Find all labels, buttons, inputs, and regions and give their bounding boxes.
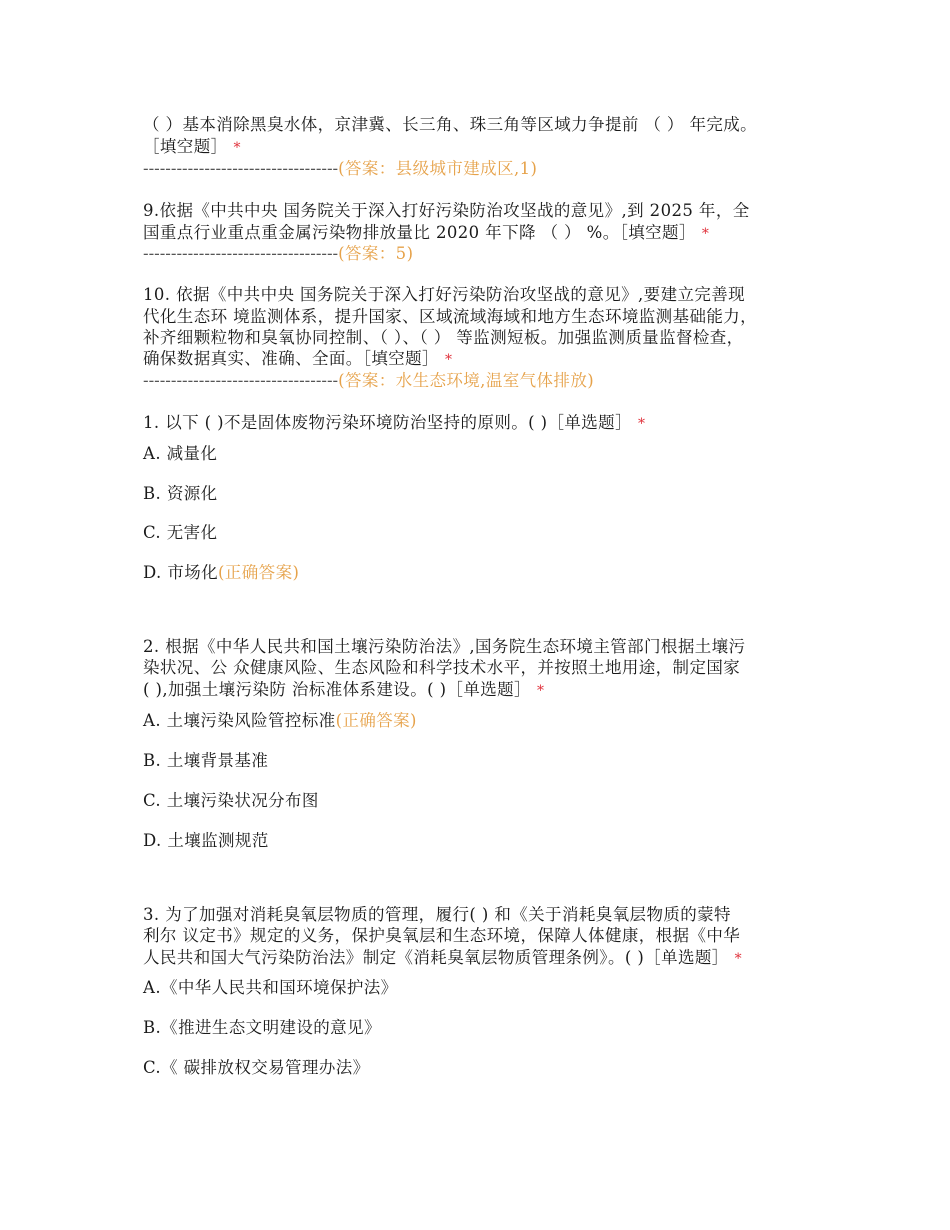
required-star: *: [444, 352, 453, 368]
answer-dashes: -----------------------------------: [143, 371, 339, 390]
fill-q10-line-1: 10. 依据《中共中央 国务院关于深入打好污染防治攻坚战的意见》,要建立完善现: [143, 285, 746, 304]
choice-q3-option-c[interactable]: C.《 碳排放权交易管理办法》: [143, 1058, 370, 1077]
choice-q3-option-b[interactable]: B.《推进生态文明建设的意见》: [143, 1018, 381, 1037]
required-star: *: [734, 951, 743, 967]
choice-q2-stem-line-1: 2. 根据《中华人民共和国土壤污染防治法》,国务院生态环境主管部门根据土壤污: [143, 637, 746, 656]
required-star: *: [233, 140, 241, 156]
fill-q10-answer-line: [143, 370, 594, 392]
choice-q2-option-a[interactable]: A. 土壤污染风险管控标准(正确答案): [143, 711, 417, 730]
choice-q3-stem-line-1: 3. 为了加强对消耗臭氧层物质的管理，履行( ) 和《关于消耗臭氧层物质的蒙特: [143, 905, 731, 924]
answer-text: (答案：县级城市建成区,1): [338, 159, 538, 178]
choice-q2-option-d[interactable]: D. 土壤监测规范: [143, 831, 269, 850]
answer-text: (答案：5): [338, 244, 414, 263]
choice-q2-option-b[interactable]: B. 土壤背景基准: [143, 751, 269, 770]
fill-q9-answer-line: [143, 243, 413, 265]
fill-q10-line-2: 代化生态环 境监测体系，提升国家、区域流域海域和地方生态环境监测基础能力，: [143, 307, 758, 326]
required-star: *: [701, 226, 710, 242]
choice-q2-stem-line-3: ( ),加强土壤污染防 治标准体系建设。( )［单选题］ *: [143, 680, 545, 699]
choice-q1-option-c[interactable]: C. 无害化: [143, 523, 218, 542]
fill-q1-line-1: （ ）基本消除黑臭水体，京津冀、长三角、珠三角等区域力争提前 （ ） 年完成。: [143, 115, 758, 134]
fill-q9-line-1: 9.依据《中共中央 国务院关于深入打好污染防治攻坚战的意见》,到 2025 年，全: [143, 201, 750, 220]
correct-answer-mark: (正确答案): [218, 563, 300, 582]
answer-text: (答案：水生态环境,温室气体排放): [338, 371, 595, 390]
choice-q3-option-a[interactable]: A.《中华人民共和国环境保护法》: [143, 978, 398, 997]
fill-q10-line-4: 确保数据真实、准确、全面。［填空题］ *: [143, 349, 453, 368]
fill-q9-line-2: 国重点行业重点重金属污染物排放量比 2020 年下降 （ ） %。［填空题］ *: [143, 223, 710, 242]
answer-dashes: -----------------------------------: [143, 244, 339, 263]
choice-q1-option-a[interactable]: A. 减量化: [143, 444, 218, 463]
choice-q1-option-d[interactable]: D. 市场化(正确答案): [143, 563, 300, 582]
correct-answer-mark: (正确答案): [335, 711, 417, 730]
choice-q3-stem-line-3: 人民共和国大气污染防治法》制定《消耗臭氧层物质管理条例》。( )［单选题］ *: [143, 948, 743, 967]
fill-q1-line-2: ［填空题］ *: [143, 137, 241, 156]
choice-q1-option-b[interactable]: B. 资源化: [143, 484, 218, 503]
choice-q2-stem-line-2: 染状况、公 众健康风险、生态风险和科学技术水平，并按照土地用途，制定国家: [143, 658, 741, 677]
required-star: *: [637, 416, 646, 432]
answer-dashes: -----------------------------------: [143, 159, 339, 178]
choice-q3-stem-line-2: 利尔 议定书》规定的义务，保护臭氧层和生态环境，保障人体健康，根据《中华: [143, 926, 741, 945]
fill-q10-line-3: 补齐细颗粒物和臭氧协同控制、（ ）、（ ） 等监测短板。加强监测质量监督检查，: [143, 328, 744, 347]
choice-q1-stem: 1. 以下 ( )不是固体废物污染环境防治坚持的原则。( )［单选题］ *: [143, 413, 646, 432]
fill-q1-answer-line: [143, 158, 537, 180]
choice-q2-option-c[interactable]: C. 土壤污染状况分布图: [143, 791, 319, 810]
required-star: *: [536, 683, 545, 699]
